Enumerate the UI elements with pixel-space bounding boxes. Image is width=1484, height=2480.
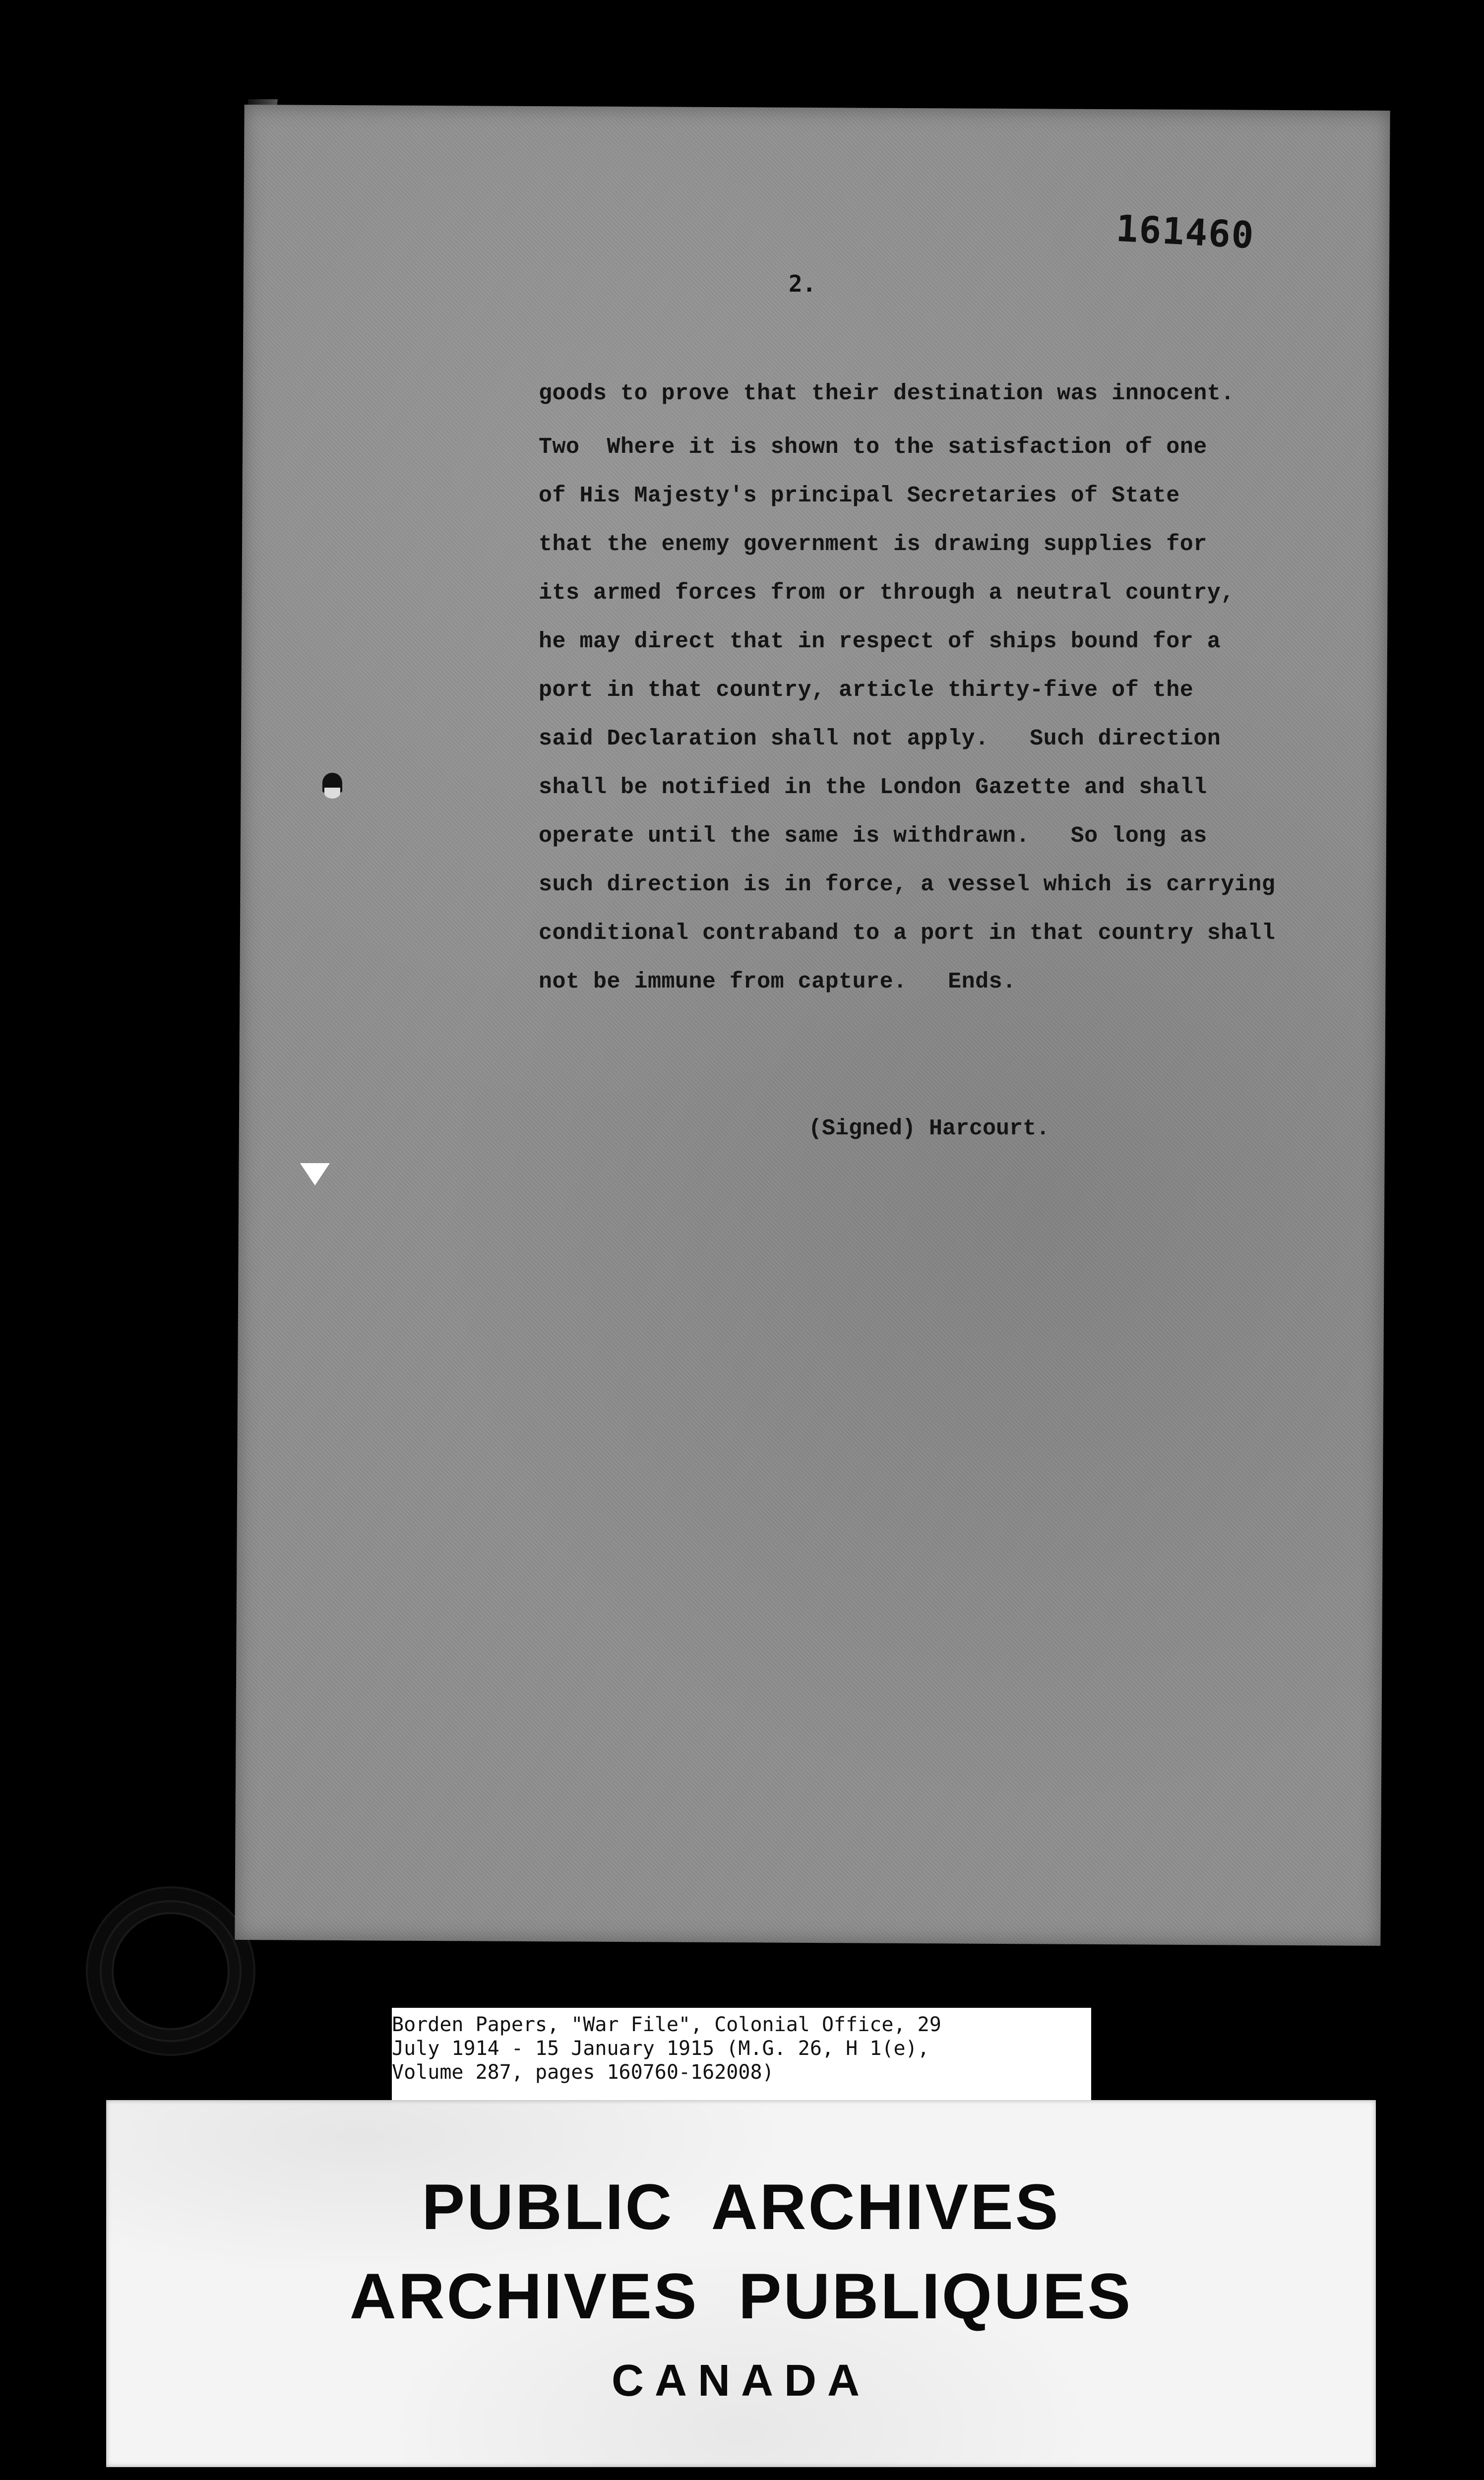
signature: (Signed) Harcourt.	[808, 1116, 1050, 1141]
body-line: operate until the same is withdrawn. So long as	[539, 823, 1207, 849]
body-line: that the enemy government is drawing supplies for	[539, 532, 1207, 557]
archives-card	[106, 2100, 1376, 2467]
body-line: not be immune from capture. Ends.	[539, 969, 1016, 994]
body-line: Two Where it is shown to the satisfaction of one	[539, 434, 1207, 460]
document-body	[539, 370, 1342, 1006]
citation-label	[392, 2008, 1091, 2100]
body-line: port in that country, article thirty-five of the	[539, 678, 1194, 703]
body-line: such direction is in force, a vessel which is carrying	[539, 872, 1276, 897]
archives-country: CANADA	[612, 2356, 870, 2406]
punch-hole-mark	[322, 773, 342, 793]
body-line: said Declaration shall not apply. Such direction	[539, 726, 1221, 751]
citation-line: July 1914 - 15 January 1915 (M.G. 26, H 1(e),	[392, 2037, 929, 2060]
body-line: goods to prove that their destination was innocent.	[539, 381, 1235, 406]
body-line: its armed forces from or through a neutral country,	[539, 580, 1235, 606]
body-line: of His Majesty's principal Secretaries of State	[539, 483, 1180, 508]
punch-hole-mark	[300, 1163, 330, 1185]
archives-title-fr: ARCHIVES PUBLIQUES	[349, 2260, 1133, 2332]
body-line: he may direct that in respect of ships bound for a	[539, 629, 1221, 654]
page-number: 2.	[789, 270, 816, 297]
citation-line: Borden Papers, "War File", Colonial Office, 29	[392, 2013, 941, 2036]
film-reel-mark	[112, 1912, 230, 2030]
body-line: shall be notified in the London Gazette and shall	[539, 775, 1207, 800]
archives-title-en: PUBLIC ARCHIVES	[422, 2170, 1060, 2243]
citation-line: Volume 287, pages 160760-162008)	[392, 2061, 774, 2084]
stamp-number: 161460	[1114, 207, 1256, 257]
body-line: conditional contraband to a port in that country shall	[539, 921, 1276, 946]
